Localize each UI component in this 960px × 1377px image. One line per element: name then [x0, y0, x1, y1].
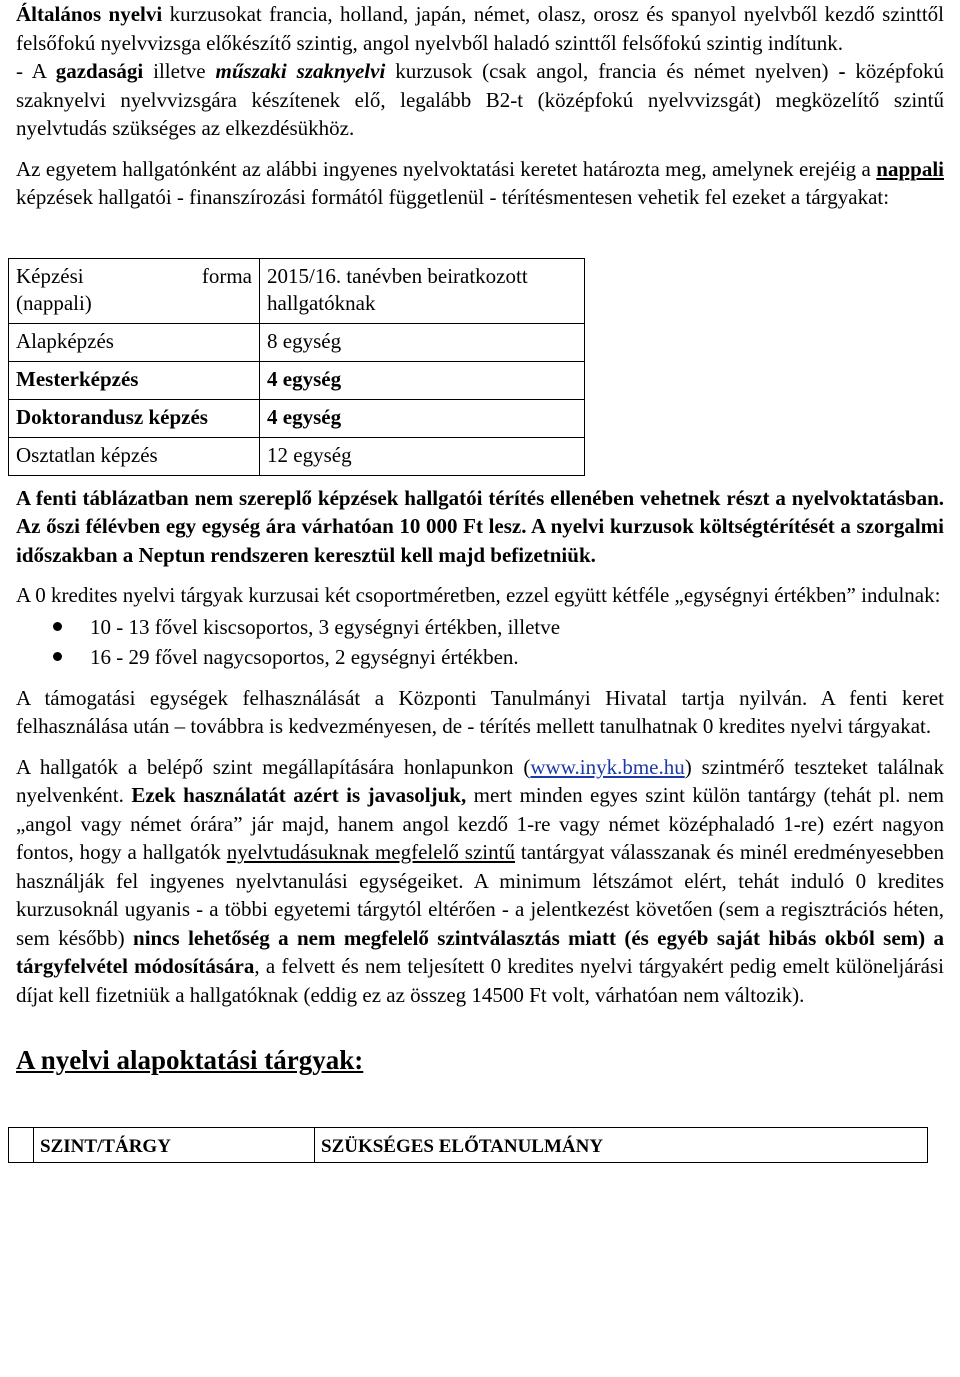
text-span: - A — [16, 59, 56, 83]
website-link[interactable]: www.inyk.bme.hu — [530, 754, 685, 779]
text-span: kurzusok (csak angol, francia és német nyelven) — [385, 59, 839, 83]
table-row — [9, 399, 585, 437]
paid-courses-text: A fenti táblázatban nem szereplő képzések hallgatói térítés ellenében vehetnek részt a nyelvoktatásban. Az őszi félévben egy egység ára várhatóan 10 000 Ft lesz. A nyelvi kurzusok költségtérítését a szorgalmi időszakban a Neptun rendszeren keresztül kell majd befizetniük. — [16, 485, 944, 567]
form-cell: Alapképzés — [9, 323, 260, 361]
group-sizes-paragraph: A 0 kredites nyelvi tárgyak kurzusai két csoportméretben, ezzel együtt kétféle „egységnyi értékben” indulnak: — [16, 583, 941, 607]
header-label: (nappali) — [16, 290, 92, 315]
general-courses-text: kurzusokat francia, holland, japán, német, olasz, orosz és spanyol nyelvből kezdő szinttől felsőfokú nyelvvizsga előkészítő szintig, angol nyelvből haladó szinttől felsőfokú szintig indítunk. — [16, 2, 944, 55]
free-units-paragraph — [16, 155, 944, 212]
table-row — [9, 437, 585, 475]
group-size-list — [16, 612, 944, 672]
units-cell: 8 egység — [260, 323, 585, 361]
general-courses-paragraph — [16, 0, 944, 57]
list-item: 10 - 13 fővel kiscsoportos, 3 egységnyi értékben, illetve — [16, 612, 944, 642]
daytime-term: nappali — [876, 156, 944, 181]
text-span: középfokú szaknyelvi nyelvvizsgára készítenek elő, legalább B2-t (középfokú nyelvvizsgát) megközelítő szintű nyelvtudás szükséges az elkezdésükhöz. — [16, 59, 944, 140]
prerequisite-table — [8, 1127, 928, 1163]
text-span: , a felvett és nem teljesített 0 kredites nyelvi tárgyakért pedig emelt különeljárási díjat kell fizetniük a hallgatóknak (eddig ez az összeg 14500 Ft volt, várhatóan nem változik). — [16, 954, 944, 1007]
form-cell: Osztatlan képzés — [9, 437, 260, 475]
appropriate-level-text: nyelvtudásuknak megfelelő szintű — [226, 840, 515, 864]
units-cell: 4 egység — [260, 399, 585, 437]
text-span: A hallgatók a belépő szint megállapítására honlapunkon ( — [16, 754, 531, 779]
recommendation-text: Ezek használatát azért is javasoljuk, — [131, 783, 467, 807]
no-modification-text: nincs lehetőség a nem megfelelő szintválasztás miatt (és egyéb saját hibás okból sem) a tárgyfelvétel módosítására — [16, 925, 944, 978]
header-label: Képzési — [16, 263, 84, 288]
table-header-row — [9, 258, 585, 323]
units-registry-paragraph: A támogatási egységek felhasználását a Központi Tanulmányi Hivatal tartja nyilván. A fenti keret felhasználása után – továbbra is kedvezményesen, de - térítés mellett tanulhatnak 0 kredites nyelvi tárgyakat. — [16, 685, 944, 738]
technical-term: műszaki szaknyelvi — [215, 59, 386, 83]
form-cell: Doktorandusz képzés — [9, 399, 260, 437]
text-span: illetve — [143, 59, 216, 83]
text-span: Az egyetem hallgatónként az alábbi ingyenes nyelvoktatási keretet határozta meg, amelynek erejéig a — [16, 156, 877, 181]
header-prerequisite-cell: SZÜKSÉGES ELŐTANULMÁNY — [315, 1128, 928, 1163]
units-cell: 4 egység — [260, 361, 585, 399]
dash: - — [838, 59, 846, 83]
general-courses-term: Általános nyelvi — [16, 2, 163, 26]
header-level-cell: SZINT/TÁRGY — [34, 1128, 315, 1163]
text-span: ) szintmérő teszteket találnak nyelvenként. — [16, 754, 944, 807]
header-form-cell — [9, 258, 260, 323]
text-span: tantárgyat válasszanak és minél eredményesebben használják fel ingyenes nyelvtanulási egységeiket. A minimum létszámot elért, tehát induló 0 kredites kurzusoknál ugyanis - a többi egyetemi tárgytól eltérően - a jelentkezést követően (sem a regisztrációs héten, sem később) — [16, 840, 944, 950]
text-span: képzések hallgatói - finanszírozási formától függetlenül - térítésmentesen vehetik fel ezeket a tárgyakat: — [16, 185, 890, 209]
table-row — [9, 361, 585, 399]
section-title: A nyelvi alapoktatási tárgyak: — [16, 1045, 364, 1075]
table-row — [9, 323, 585, 361]
specialized-courses-paragraph — [16, 57, 944, 143]
header-label: forma — [201, 263, 252, 288]
list-item: 16 - 29 fővel nagycsoportos, 2 egységnyi értékben. — [16, 642, 944, 672]
units-cell: 12 egység — [260, 437, 585, 475]
document-page — [16, 0, 944, 1163]
header-units-cell: 2015/16. tanévben beiratkozott hallgatóknak — [260, 258, 585, 323]
text-span: mert minden egyes szint külön tantárgy (tehát pl. nem „angol vagy német órára” jár majd, hanem angol kezdő 1-re vagy német középhaladó 1-re) ezért nagyon fontos, hogy a hallgatók — [16, 783, 944, 864]
blank-cell — [9, 1128, 34, 1163]
economic-term: gazdasági — [55, 59, 144, 83]
form-cell: Mesterképzés — [9, 361, 260, 399]
level-test-paragraph — [16, 753, 944, 1010]
table-header-row — [9, 1128, 928, 1163]
paid-courses-paragraph — [16, 484, 944, 570]
free-units-table — [8, 258, 585, 476]
